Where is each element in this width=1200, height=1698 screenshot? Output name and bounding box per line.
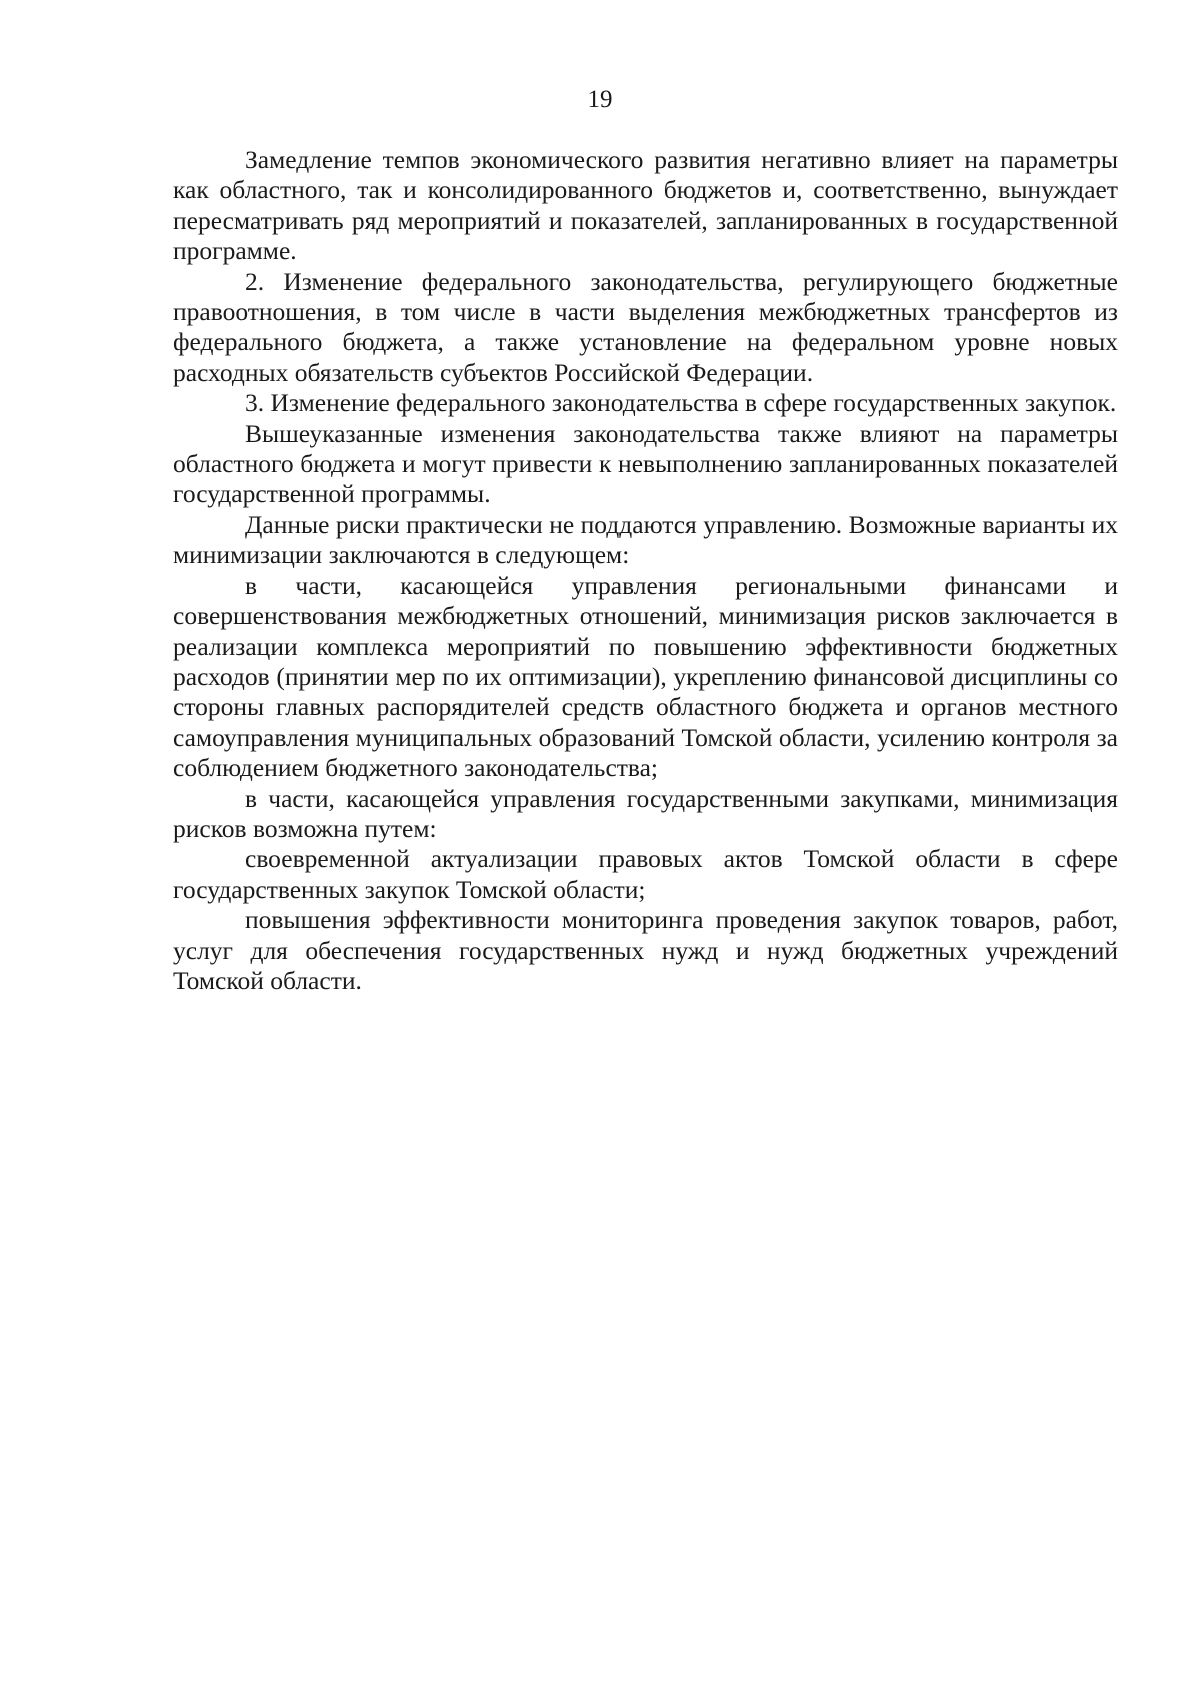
document-body — [173, 145, 1118, 996]
paragraph-monitoring: повышения эффективности мониторинга проведения закупок товаров, работ, услуг для обеспечения государственных нужд и нужд бюджетных учреждений Томской области. — [173, 905, 1118, 995]
page-number: 19 — [587, 86, 613, 113]
paragraph-procurement-law: 3. Изменение федерального законодательства в сфере государственных закупок. — [245, 388, 1117, 418]
paragraph-risk-minimization: Данные риски практически не поддаются управлению. Возможные варианты их минимизации заключаются в следующем: — [173, 509, 1118, 570]
paragraph-federal-budget-law: 2. Изменение федерального законодательства, регулирующего бюджетные правоотношения, в том числе в части выделения межбюджетных трансфертов из федерального бюджета, а также установление на федеральном уровне новых расходных обязательств субъектов Российской Федерации. — [173, 266, 1118, 387]
paragraph-procurement-management: в части, касающейся управления государственными закупками, минимизация рисков возможна путем: — [173, 783, 1118, 843]
paragraph-regional-finance: в части, касающейся управления региональными финансами и совершенствования межбюджетных отношений, минимизация рисков заключается в реализации комплекса мероприятий по повышению эффективности бюджетных расходов (принятии мер по их оптимизации), укреплению финансовой дисциплины со стороны главных распорядителей средств областного бюджета и органов местного самоуправления муниципальных образований Томской области, усилению контроля за соблюдением бюджетного законодательства; — [173, 570, 1118, 783]
paragraph-legal-acts-update: своевременной актуализации правовых актов Томской области в сфере государственных закупок Томской области; — [173, 844, 1118, 904]
paragraph-slowdown: Замедление темпов экономического развития негативно влияет на параметры как областного, так и консолидированного бюджетов и, соответственно, вынуждает пересматривать ряд мероприятий и показателей, запланированных в государственной программе. — [173, 145, 1118, 266]
paragraph-law-changes-impact: Вышеуказанные изменения законодательства также влияют на параметры областного бюджета и могут привести к невыполнению запланированных показателей государственной программы. — [173, 418, 1118, 509]
